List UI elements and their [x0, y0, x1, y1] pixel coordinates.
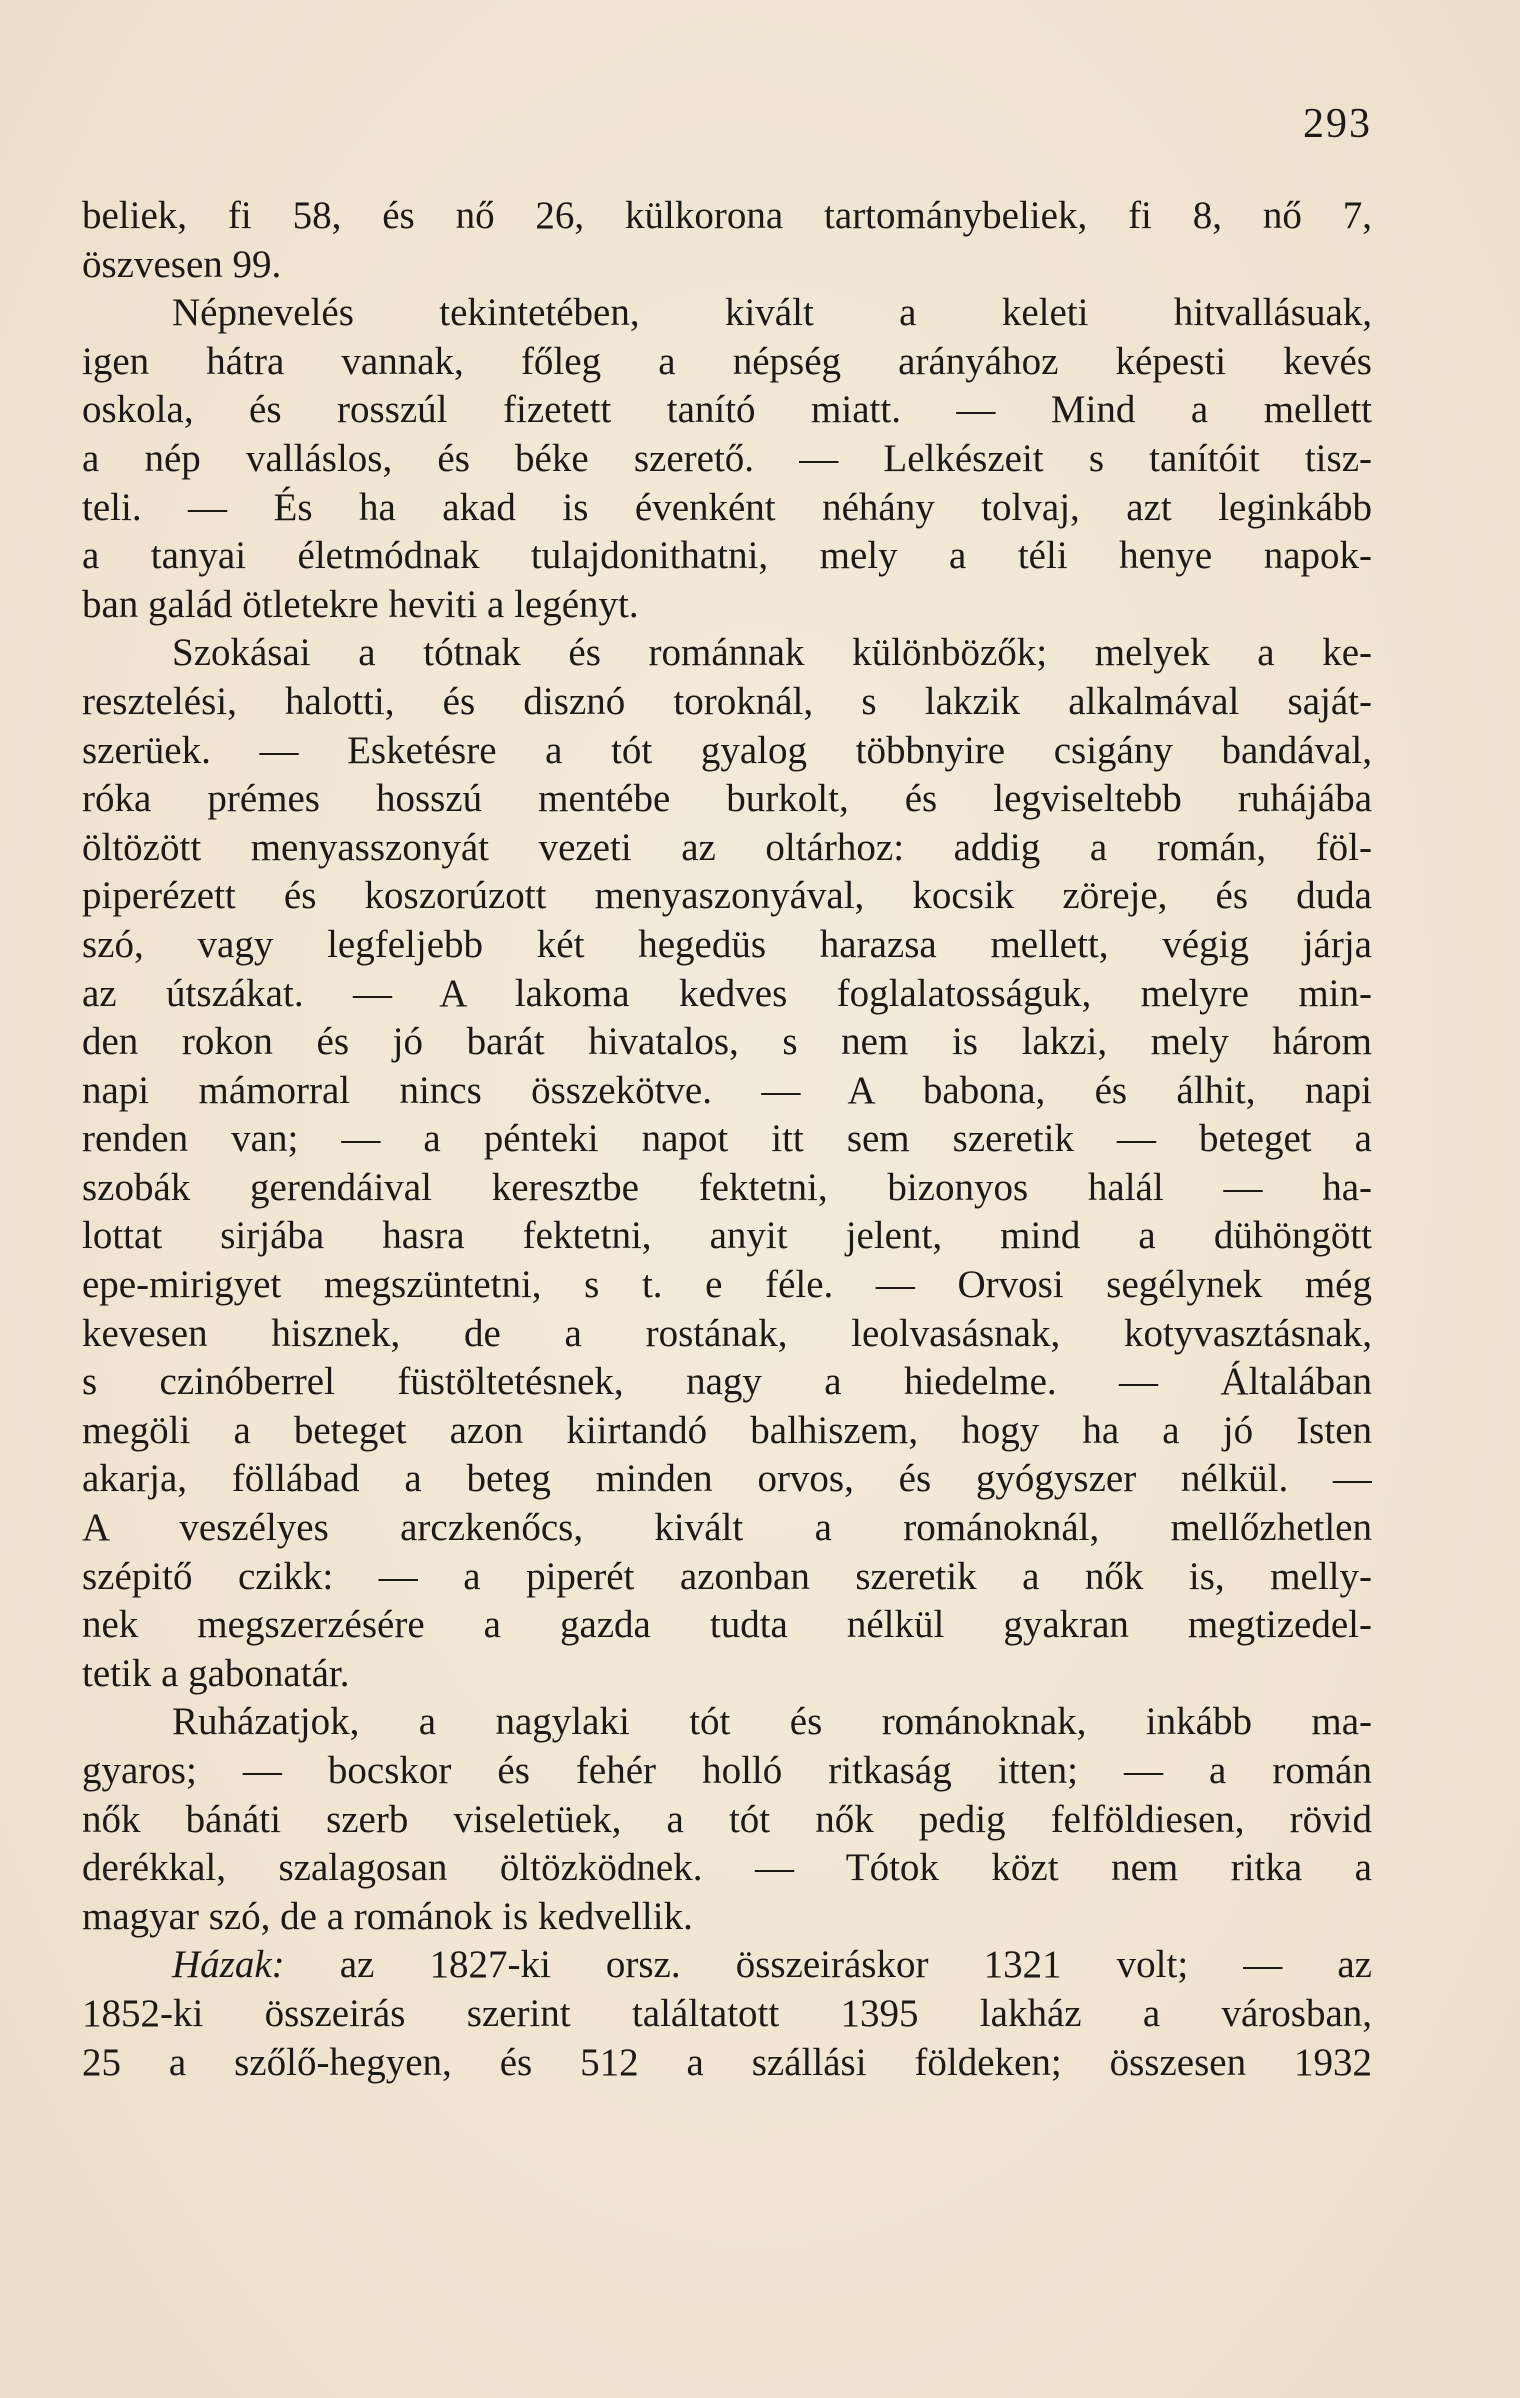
text-line: [82, 629, 1372, 678]
text-line: [82, 484, 1372, 533]
text-line: [82, 970, 1372, 1019]
line-text: szerüek. — Esketésre a tót gyalog többnyire csigány bandával,: [82, 728, 1372, 772]
line-text: tetik a gabonatár.: [82, 1651, 350, 1695]
line-text: resztelési, halotti, és disznó toroknál, s lakzik alkalmával saját-: [82, 679, 1372, 723]
text-line: [82, 241, 1372, 290]
text-line: [82, 678, 1372, 727]
text-line: [82, 1212, 1372, 1261]
text-line: [82, 2039, 1372, 2088]
text-line: [82, 289, 1372, 338]
text-line: [82, 1115, 1372, 1164]
text-line: [82, 192, 1372, 241]
text-line: [82, 1407, 1372, 1456]
line-text: szobák gerendáival keresztbe fektetni, bizonyos halál — ha-: [82, 1165, 1372, 1209]
line-text: Szokásai a tótnak és románnak különbözők; melyek a ke-: [172, 631, 1372, 675]
line-text: magyar szó, de a románok is kedvellik.: [82, 1894, 693, 1938]
text-line: [82, 1358, 1372, 1407]
text-line: [82, 824, 1372, 873]
line-text: szépitő czikk: — a piperét azonban szeretik a nők is, melly-: [82, 1554, 1372, 1598]
text-line: [82, 1941, 1372, 1990]
line-text: s czinóberrel füstöltetésnek, nagy a hiedelme. — Általában: [82, 1360, 1372, 1404]
line-text: akarja, föllábad a beteg minden orvos, és gyógyszer nélkül. —: [82, 1457, 1372, 1501]
line-text: beliek, fi 58, és nő 26, külkorona tartománybeliek, fi 8, nő 7,: [82, 194, 1372, 237]
line-text: renden van; — a pénteki napot itt sem szeretik — beteget a: [82, 1117, 1372, 1161]
text-line: [82, 1018, 1372, 1067]
body-text: [82, 192, 1372, 2087]
text-line: [82, 1310, 1372, 1359]
page-number: 293: [1303, 101, 1372, 147]
text-line: [82, 1698, 1372, 1747]
line-text: megöli a beteget azon kiirtandó balhiszem, hogy ha a jó Isten: [82, 1408, 1372, 1452]
text-line: [82, 581, 1372, 630]
line-text: 1852-ki összeirás szerint találtatott 1395 lakház a városban,: [82, 1991, 1372, 2035]
text-line: [82, 1990, 1372, 2039]
line-text: nek megszerzésére a gazda tudta nélkül gyakran megtizedel-: [82, 1603, 1372, 1647]
text-line: [82, 1455, 1372, 1504]
line-text: a tanyai életmódnak tulajdonithatni, mely a téli henye napok-: [82, 534, 1372, 578]
text-line: [82, 532, 1372, 581]
line-text: igen hátra vannak, főleg a népség arányához képesti kevés: [82, 339, 1372, 383]
line-text: napi mámorral nincs összekötve. — A babona, és álhit, napi: [82, 1068, 1372, 1112]
line-text: öltözött menyasszonyát vezeti az oltárhoz: addig a román, föl-: [82, 825, 1372, 869]
line-text: a nép valláslos, és béke szerető. — Lelkészeit s tanítóit tisz-: [82, 436, 1372, 480]
line-text: lottat sirjába hasra fektetni, anyit jelent, mind a dühöngött: [82, 1214, 1372, 1258]
line-text: A veszélyes arczkenőcs, kivált a románoknál, mellőzhetlen: [82, 1506, 1372, 1550]
text-line: [82, 1650, 1372, 1699]
section-lead: Házak:: [172, 1943, 285, 1987]
line-text: Ruházatjok, a nagylaki tót és románoknak, inkább ma-: [172, 1700, 1372, 1744]
line-text: nők bánáti szerb viseletüek, a tót nők pedig felföldiesen, rövid: [82, 1797, 1372, 1841]
text-line: [82, 727, 1372, 776]
text-line: [82, 1164, 1372, 1213]
line-text: Népnevelés tekintetében, kivált a keleti hitvallásuak,: [172, 291, 1372, 335]
line-text: 25 a szőlő-hegyen, és 512 a szállási földeken; összesen 1932: [82, 2040, 1372, 2084]
line-text: derékkal, szalagosan öltözködnek. — Tótok közt nem ritka a: [82, 1846, 1372, 1890]
line-text: gyaros; — bocskor és fehér holló ritkaság itten; — a román: [82, 1749, 1372, 1792]
text-line: [82, 1601, 1372, 1650]
text-line: [82, 1893, 1372, 1942]
line-text: ban galád ötletekre heviti a legényt.: [82, 582, 639, 626]
line-text: az útszákat. — A lakoma kedves foglalatosságuk, melyre min-: [82, 971, 1372, 1015]
text-line: [82, 1553, 1372, 1602]
line-text: piperézett és koszorúzott menyaszonyával, kocsik zöreje, és duda: [82, 874, 1372, 918]
text-line: [82, 1796, 1372, 1845]
text-line: [82, 1747, 1372, 1796]
text-line: [82, 775, 1372, 824]
text-line: [82, 386, 1372, 435]
line-text: epe-mirigyet megszüntetni, s t. e féle. — Orvosi segélynek még: [82, 1263, 1372, 1307]
line-text: den rokon és jó barát hivatalos, s nem is lakzi, mely három: [82, 1020, 1372, 1064]
text-line: [82, 1844, 1372, 1893]
text-line: [82, 921, 1372, 970]
line-text: öszvesen 99.: [82, 242, 282, 286]
text-line: [82, 1067, 1372, 1116]
line-text: szó, vagy legfeljebb két hegedüs harazsa mellett, végig járja: [82, 922, 1372, 966]
line-text: oskola, és rosszúl fizetett tanító miatt. — Mind a mellett: [82, 388, 1372, 432]
text-line: [82, 338, 1372, 387]
text-line: [82, 872, 1372, 921]
text-line: [82, 1504, 1372, 1553]
text-line: [82, 1261, 1372, 1310]
line-text: az 1827-ki orsz. összeiráskor 1321 volt; — az: [284, 1943, 1372, 1987]
line-text: róka prémes hosszú mentébe burkolt, és legviseltebb ruhájába: [82, 777, 1372, 821]
text-line: [82, 435, 1372, 484]
line-text: kevesen hisznek, de a rostának, leolvasásnak, kotyvasztásnak,: [82, 1311, 1372, 1355]
line-text: teli. — És ha akad is évenként néhány tolvaj, azt leginkább: [82, 485, 1372, 529]
